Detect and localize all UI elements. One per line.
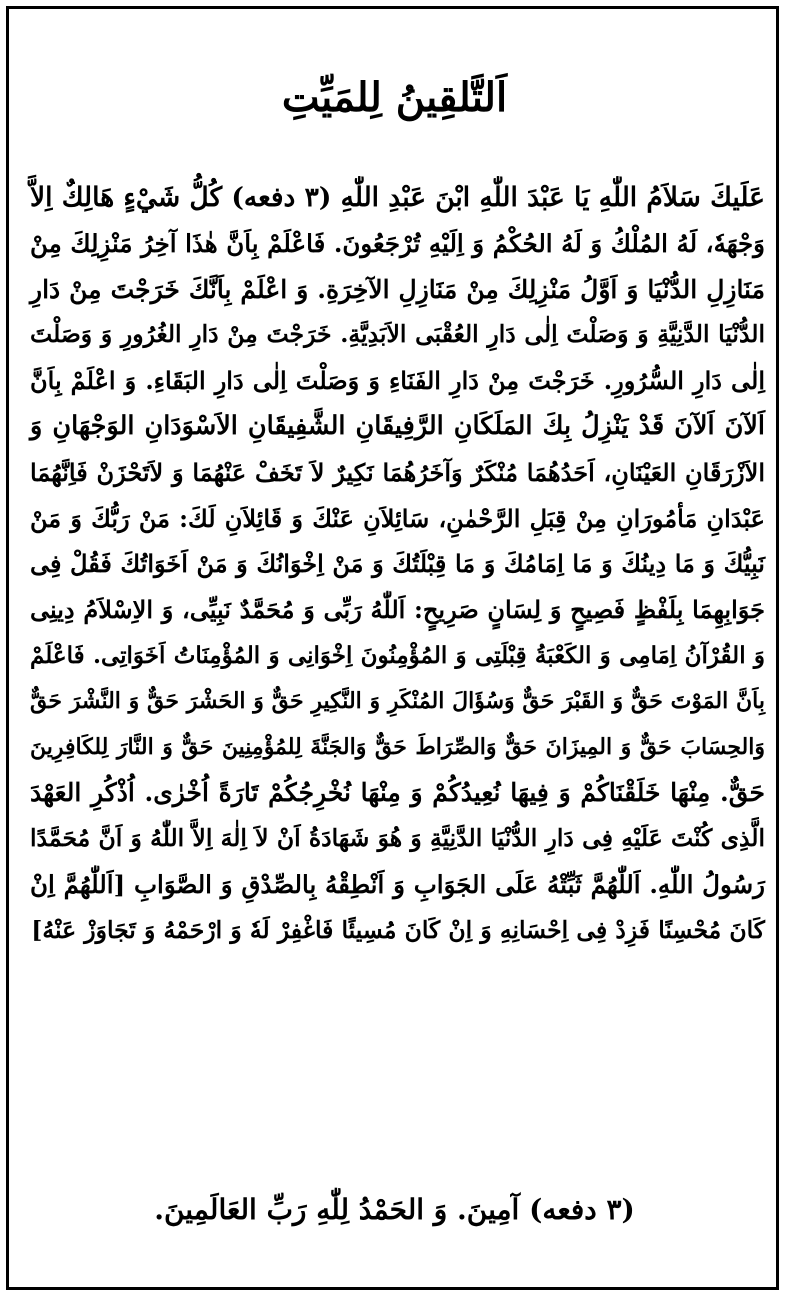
text-line: عَبْدَانِ مَأمُورَانِ مِنْ قِبَلِ الرَّحْمٰنِ، سَائِلاَنِ عَنْكَ وَ قَائِلاَنِ لَكَ: مَنْ رَبُّكَ وَ مَنْ: [30, 503, 765, 533]
text-line: الدُّنْيَا الدَّنِيَّةِ وَ وَصَلْتَ اِلٰى دَارِ العُقْبَى الاَبَدِيَّةِ. خَرَجْتَ مِنْ دَارِ الغُرُورِ وَ وَصَلْتَ: [30, 320, 765, 349]
text-line: بِاَنَّ المَوْتَ حَقٌّ وَ القَبْرَ حَقٌّ وَسُؤَالَ المُنْكَرِ وَ النَّكِيرِ حَقٌّ وَ الحَشْرَ حَقٌّ وَ النَّشْرَ حَقٌّ: [30, 687, 765, 714]
text-line: جَوَابِهِمَا بِلَفْظٍ فَصِيحٍ وَ لِسَانٍ صَرِيحٍ: اَللّٰهُ رَبِّى وَ مُحَمَّدٌ نَبِيِّى، وَ الاِسْلاَمُ دِينِى: [30, 595, 765, 625]
text-line: رَسُولُ اللّٰهِ. اَللّٰهُمَّ ثَبِّتْهُ عَلَى الجَوَابِ وَ اَنْطِقْهُ بِالصِّدْقِ وَ الصَّوَابِ [اَللّٰهُمَّ اِنْ: [30, 869, 765, 899]
text-line: عَلَيكَ سَلاَمُ اللّٰهِ يَا عَبْدَ اللّٰهِ ابْنَ عَبْدِ اللّٰهِ (۳ دفعه) كُلُّ شَيْءٍ هَالِكٌ اِلاَّ: [30, 182, 765, 213]
text-line: وَ القُرْآنُ اِمَامِى وَ الكَعْبَةُ قِبْلَتِى وَ المُؤْمِنُونَ اِخْوَانِى وَ المُؤْمِنَاتُ اَخَوَاتِى. فَاعْلَمْ: [30, 641, 765, 669]
page-title: اَلتَّلقِينُ لِلمَيِّتِ: [281, 74, 508, 121]
closing-line: (۳ دفعه) آمِينَ. وَ الحَمْدُ لِلّٰهِ رَبِّ العَالَمِينَ.: [154, 1193, 635, 1226]
text-line: وَالحِسَابَ حَقٌّ وَ المِيزَانَ حَقٌّ وَالصِّرَاطَ حَقٌّ وَالجَنَّةَ لِلمُؤْمِنِينَ حَقٌّ وَ النَّارَ لِلكَافِرِينَ: [30, 733, 765, 760]
text-line: كَانَ مُحْسِنًا فَزِدْ فِى اِحْسَانِهِ وَ اِنْ كَانَ مُسِيئًا فَاغْفِرْ لَهٗ وَ ارْحَمْهُ وَ تَجَاوَزْ عَنْهُ]: [31, 915, 765, 944]
prayer-body: [30, 175, 765, 954]
text-line: اَلآنَ اَلآنَ قَدْ يَنْزِلُ بِكَ المَلَكَانِ الرَّفِيقَانِ الشَّفِيقَانِ الاَسْوَدَانِ الوَجْهَانِ وَ: [30, 410, 765, 441]
text-line: وَجْهَهٗ، لَهُ المُلْكُ وَ لَهُ الحُكْمُ وَ اِلَيْهِ تُرْجَعُونَ. فَاعْلَمْ بِاَنَّ هٰذَا آخِرُ مَنْزِلِكَ مِنْ: [30, 228, 765, 258]
text-line: مَنَازِلِ الدُّنْيَا وَ اَوَّلُ مَنْزِلِكَ مِنْ مَنَازِلِ الآخِرَةِ. وَ اعْلَمْ بِاَنَّكَ خَرَجْتَ مِنْ دَارِ: [30, 274, 765, 304]
text-line: الَّذِى كُنْتَ عَلَيْهِ فِى دَارِ الدُّنْيَا الدَّنِيَّةِ وَ هُوَ شَهَادَةُ اَنْ لاَ اِلٰهَ اِلاَّ اللّٰهُ وَ اَنَّ مُحَمَّدًا: [30, 824, 765, 853]
text-line: اِلٰى دَارِ السُّرُورِ. خَرَجْتَ مِنْ دَارِ الفَنَاءِ وَ وَصَلْتَ اِلٰى دَارِ البَقَاءِ. وَ اعْلَمْ بِاَنَّ: [30, 366, 765, 396]
text-line: حَقٌّ. مِنْهَا خَلَقْنَاكُمْ وَ فِيهَا نُعِيدُكُمْ وَ مِنْهَا نُخْرِجُكُمْ تَارَةً اُخْرٰى. اُذْكُرِ العَهْدَ: [30, 778, 765, 808]
text-line: الاَزْرَقَانِ العَيْنَانِ، اَحَدُهُمَا مُنْكَرٌ وَآخَرُهُمَا نَكِيرٌ لاَ تَخَفْ عَنْهُمَا وَ لاَتَحْزَنْ فَاِنَّهُمَا: [30, 457, 766, 487]
text-line: نَبِيُّكَ وَ مَا دِينُكَ وَ مَا اِمَامُكَ وَ مَا قِبْلَتُكَ وَ مَنْ اِخْوَانُكَ وَ مَنْ اَخَوَاتُكَ فَقُلْ فِى: [30, 549, 765, 579]
